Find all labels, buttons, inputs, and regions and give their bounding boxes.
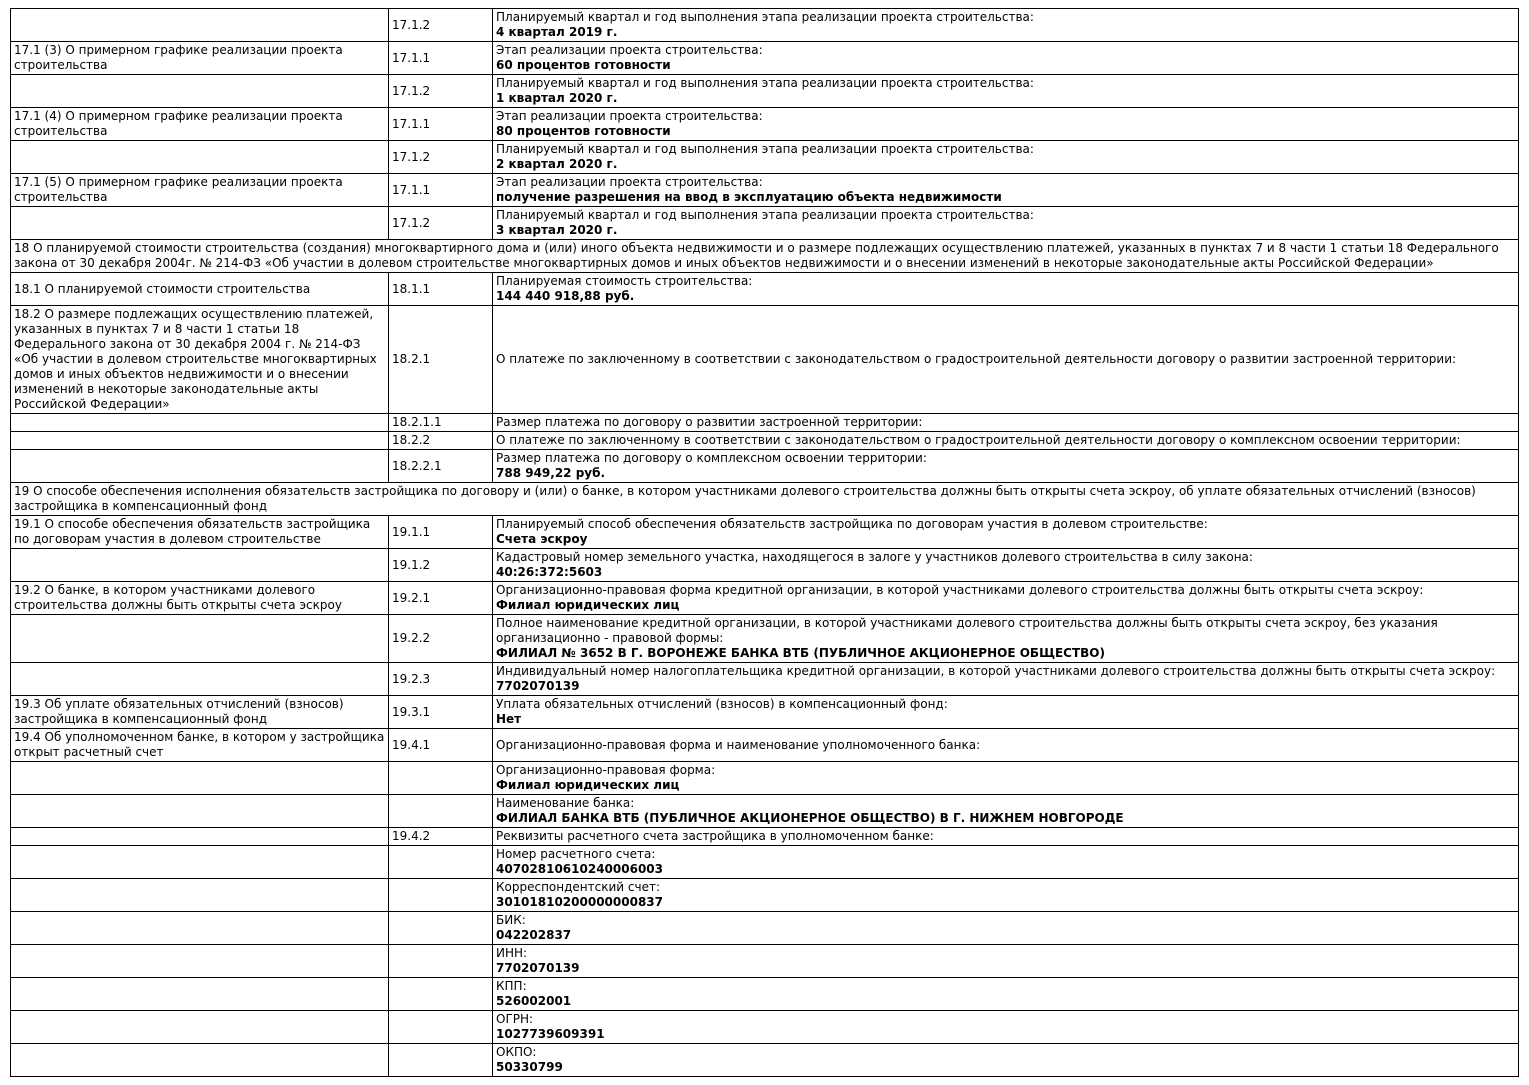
field-label: Номер расчетного счета: <box>496 847 656 861</box>
field-value: Филиал юридических лиц <box>496 778 680 792</box>
row-item-number <box>389 846 493 879</box>
row-content-cell <box>493 795 1519 828</box>
table-row <box>11 762 1519 795</box>
field-label: Реквизиты расчетного счета застройщика в уполномоченном банке: <box>496 829 934 843</box>
field-label: Планируемый квартал и год выполнения этапа реализации проекта строительства: <box>496 10 1034 24</box>
table-row <box>11 450 1519 483</box>
field-label: Планируемый квартал и год выполнения этапа реализации проекта строительства: <box>496 76 1034 90</box>
row-item-number: 19.2.2 <box>389 615 493 663</box>
section-header-row <box>11 240 1519 273</box>
row-section-title: 18.1 О планируемой стоимости строительства <box>11 273 389 306</box>
field-value: 526002001 <box>496 994 572 1008</box>
row-content-cell <box>493 978 1519 1011</box>
row-content-cell <box>493 207 1519 240</box>
table-row <box>11 306 1519 414</box>
field-value: 50330799 <box>496 1060 563 1074</box>
row-item-number <box>389 978 493 1011</box>
field-value: 3 квартал 2020 г. <box>496 223 618 237</box>
field-value: Нет <box>496 712 522 726</box>
field-label: КПП: <box>496 979 527 993</box>
row-item-number <box>389 879 493 912</box>
row-content-cell <box>493 9 1519 42</box>
field-label: Этап реализации проекта строительства: <box>496 43 763 57</box>
row-content-cell <box>493 450 1519 483</box>
field-value: 788 949,22 руб. <box>496 466 606 480</box>
table-row <box>11 846 1519 879</box>
row-content-cell <box>493 696 1519 729</box>
row-item-number: 17.1.2 <box>389 75 493 108</box>
row-section-title <box>11 432 389 450</box>
table-row <box>11 273 1519 306</box>
row-content-cell <box>493 1044 1519 1077</box>
declaration-table-body <box>11 9 1519 1077</box>
row-item-number: 19.4.1 <box>389 729 493 762</box>
row-section-title: 19.1 О способе обеспечения обязательств застройщика по договорам участия в долевом строительстве <box>11 516 389 549</box>
row-section-title: 19.2 О банке, в котором участниками долевого строительства должны быть открыты счета эскроу <box>11 582 389 615</box>
table-row <box>11 108 1519 141</box>
row-item-number: 19.1.1 <box>389 516 493 549</box>
row-content-cell <box>493 432 1519 450</box>
field-value: Филиал юридических лиц <box>496 598 680 612</box>
table-row <box>11 549 1519 582</box>
row-content-cell <box>493 1011 1519 1044</box>
table-row <box>11 516 1519 549</box>
row-item-number <box>389 1011 493 1044</box>
field-label: Наименование банка: <box>496 796 635 810</box>
table-row <box>11 42 1519 75</box>
row-content-cell <box>493 174 1519 207</box>
project-declaration-table <box>10 8 1519 1077</box>
field-value: 80 процентов готовности <box>496 124 671 138</box>
row-item-number <box>389 762 493 795</box>
table-row <box>11 663 1519 696</box>
table-row <box>11 207 1519 240</box>
field-label: Размер платежа по договору о развитии застроенной территории: <box>496 415 923 429</box>
row-section-title <box>11 663 389 696</box>
field-value: 1 квартал 2020 г. <box>496 91 618 105</box>
field-label: Уплата обязательных отчислений (взносов) в компенсационный фонд: <box>496 697 948 711</box>
row-section-title <box>11 1044 389 1077</box>
row-content-cell <box>493 729 1519 762</box>
table-row <box>11 828 1519 846</box>
field-label: Планируемая стоимость строительства: <box>496 274 753 288</box>
row-section-title <box>11 978 389 1011</box>
table-row <box>11 9 1519 42</box>
row-section-title <box>11 795 389 828</box>
row-section-title <box>11 828 389 846</box>
field-label: Организационно-правовая форма: <box>496 763 716 777</box>
row-content-cell <box>493 549 1519 582</box>
row-item-number: 17.1.1 <box>389 42 493 75</box>
row-section-title <box>11 615 389 663</box>
field-label: ИНН: <box>496 946 528 960</box>
row-section-title <box>11 846 389 879</box>
table-row <box>11 75 1519 108</box>
row-content-cell <box>493 108 1519 141</box>
field-value: 042202837 <box>496 928 572 942</box>
field-label: Этап реализации проекта строительства: <box>496 175 763 189</box>
field-value: 7702070139 <box>496 679 580 693</box>
row-content-cell <box>493 414 1519 432</box>
row-section-title <box>11 762 389 795</box>
row-content-cell <box>493 879 1519 912</box>
table-row <box>11 174 1519 207</box>
row-section-title <box>11 549 389 582</box>
row-item-number: 19.1.2 <box>389 549 493 582</box>
row-section-title <box>11 912 389 945</box>
row-item-number: 17.1.2 <box>389 207 493 240</box>
row-content-cell <box>493 582 1519 615</box>
field-label: Планируемый способ обеспечения обязательств застройщика по договорам участия в долевом строительстве: <box>496 517 1208 531</box>
row-content-cell <box>493 141 1519 174</box>
row-content-cell <box>493 762 1519 795</box>
row-item-number: 18.2.2 <box>389 432 493 450</box>
row-content-cell <box>493 75 1519 108</box>
table-row <box>11 696 1519 729</box>
row-section-title <box>11 75 389 108</box>
table-row <box>11 795 1519 828</box>
row-section-title <box>11 141 389 174</box>
field-value: 4 квартал 2019 г. <box>496 25 618 39</box>
field-label: Организационно-правовая форма и наименование уполномоченного банка: <box>496 737 981 752</box>
field-label: БИК: <box>496 913 526 927</box>
table-row <box>11 729 1519 762</box>
row-item-number <box>389 912 493 945</box>
field-label: Этап реализации проекта строительства: <box>496 109 763 123</box>
field-value: 40:26:372:5603 <box>496 565 603 579</box>
field-value: ФИЛИАЛ № 3652 В Г. ВОРОНЕЖЕ БАНКА ВТБ (ПУБЛИЧНОЕ АКЦИОНЕРНОЕ ОБЩЕСТВО) <box>496 646 1105 660</box>
table-row <box>11 615 1519 663</box>
row-content-cell <box>493 912 1519 945</box>
row-content-cell <box>493 846 1519 879</box>
field-value: 60 процентов готовности <box>496 58 671 72</box>
field-label: ОГРН: <box>496 1012 534 1026</box>
table-row <box>11 945 1519 978</box>
row-section-title <box>11 1011 389 1044</box>
field-label: Планируемый квартал и год выполнения этапа реализации проекта строительства: <box>496 208 1034 222</box>
table-row <box>11 432 1519 450</box>
field-label: О платеже по заключенному в соответствии с законодательством о градостроительной деятельности договору о комплексном освоении территории: <box>496 433 1461 447</box>
field-value: 1027739609391 <box>496 1027 605 1041</box>
row-section-title: 17.1 (4) О примерном графике реализации проекта строительства <box>11 108 389 141</box>
field-value: получение разрешения на ввод в эксплуатацию объекта недвижимости <box>496 190 1002 204</box>
field-label: ОКПО: <box>496 1045 537 1059</box>
row-content-cell <box>493 306 1519 414</box>
row-section-title <box>11 450 389 483</box>
row-section-title: 17.1 (5) О примерном графике реализации проекта строительства <box>11 174 389 207</box>
field-label: Корреспондентский счет: <box>496 880 660 894</box>
field-label: Планируемый квартал и год выполнения этапа реализации проекта строительства: <box>496 142 1034 156</box>
row-section-title: 19.3 Об уплате обязательных отчислений (взносов) застройщика в компенсационный фонд <box>11 696 389 729</box>
row-item-number <box>389 1044 493 1077</box>
table-row <box>11 1044 1519 1077</box>
field-label: Полное наименование кредитной организации, в которой участниками долевого строительства должны быть открыты счета эскроу, без указания организационно - правовой формы: <box>496 616 1438 645</box>
field-value: 7702070139 <box>496 961 580 975</box>
table-row <box>11 141 1519 174</box>
row-item-number: 17.1.2 <box>389 141 493 174</box>
row-content-cell <box>493 663 1519 696</box>
table-row <box>11 879 1519 912</box>
row-content-cell <box>493 42 1519 75</box>
row-content-cell <box>493 516 1519 549</box>
row-item-number: 17.1.2 <box>389 9 493 42</box>
row-item-number: 18.2.2.1 <box>389 450 493 483</box>
table-row <box>11 414 1519 432</box>
row-item-number: 17.1.1 <box>389 108 493 141</box>
row-item-number: 18.1.1 <box>389 273 493 306</box>
row-item-number: 19.2.3 <box>389 663 493 696</box>
field-label: Организационно-правовая форма кредитной организации, в которой участниками долевого строительства должны быть открыты счета эскроу: <box>496 583 1424 597</box>
field-label: Размер платежа по договору о комплексном освоении территории: <box>496 451 927 465</box>
row-section-title: 19.4 Об уполномоченном банке, в котором у застройщика открыт расчетный счет <box>11 729 389 762</box>
field-label: Кадастровый номер земельного участка, находящегося в залоге у участников долевого строительства в силу закона: <box>496 550 1253 564</box>
row-item-number: 18.2.1.1 <box>389 414 493 432</box>
row-item-number: 17.1.1 <box>389 174 493 207</box>
table-row <box>11 912 1519 945</box>
field-value: 30101810200000000837 <box>496 895 663 909</box>
field-label: Индивидуальный номер налогоплательщика кредитной организации, в которой участниками долевого строительства должны быть открыты счета эскроу: <box>496 664 1496 678</box>
row-section-title <box>11 207 389 240</box>
row-section-title: 17.1 (3) О примерном графике реализации проекта строительства <box>11 42 389 75</box>
row-section-title <box>11 9 389 42</box>
table-row <box>11 1011 1519 1044</box>
table-row <box>11 978 1519 1011</box>
row-section-title <box>11 945 389 978</box>
row-section-title <box>11 879 389 912</box>
row-item-number: 19.2.1 <box>389 582 493 615</box>
field-label: О платеже по заключенному в соответствии с законодательством о градостроительной деятельности договору о развитии застроенной территории: <box>496 352 1457 366</box>
field-value: 40702810610240006003 <box>496 862 663 876</box>
row-item-number: 19.4.2 <box>389 828 493 846</box>
row-item-number <box>389 945 493 978</box>
table-row <box>11 582 1519 615</box>
field-value: 2 квартал 2020 г. <box>496 157 618 171</box>
row-item-number <box>389 795 493 828</box>
row-content-cell <box>493 615 1519 663</box>
row-content-cell <box>493 828 1519 846</box>
row-section-title <box>11 414 389 432</box>
section-header: 19 О способе обеспечения исполнения обязательств застройщика по договору и (или) о банке, в котором участниками долевого строительства должны быть открыты счета эскроу, об уплате обязательных отчислений (взносов) застройщика в компенсационный фонд <box>11 483 1519 516</box>
field-value: Счета эскроу <box>496 532 588 546</box>
row-item-number: 18.2.1 <box>389 306 493 414</box>
row-section-title: 18.2 О размере подлежащих осуществлению платежей, указанных в пунктах 7 и 8 части 1 статьи 18 Федерального закона от 30 декабря 2004 г. № 214-ФЗ «Об участии в долевом строительстве многоквартирных домов и иных объектов недвижимости и о внесении изменений в некоторые законодательные акты Российской Федерации» <box>11 306 389 414</box>
field-value: ФИЛИАЛ БАНКА ВТБ (ПУБЛИЧНОЕ АКЦИОНЕРНОЕ ОБЩЕСТВО) В Г. НИЖНЕМ НОВГОРОДЕ <box>496 811 1124 825</box>
section-header-row <box>11 483 1519 516</box>
row-content-cell <box>493 945 1519 978</box>
section-header: 18 О планируемой стоимости строительства (создания) многоквартирного дома и (или) иного объекта недвижимости и о размере подлежащих осуществлению платежей, указанных в пунктах 7 и 8 части 1 статьи 18 Федерального закона от 30 декабря 2004г. № 214-ФЗ «Об участии в долевом строительстве многоквартирных домов и иных объектов недвижимости и о внесении изменений в некоторые законодательные акты Российской Федерации» <box>11 240 1519 273</box>
row-item-number: 19.3.1 <box>389 696 493 729</box>
row-content-cell <box>493 273 1519 306</box>
field-value: 144 440 918,88 руб. <box>496 289 635 303</box>
